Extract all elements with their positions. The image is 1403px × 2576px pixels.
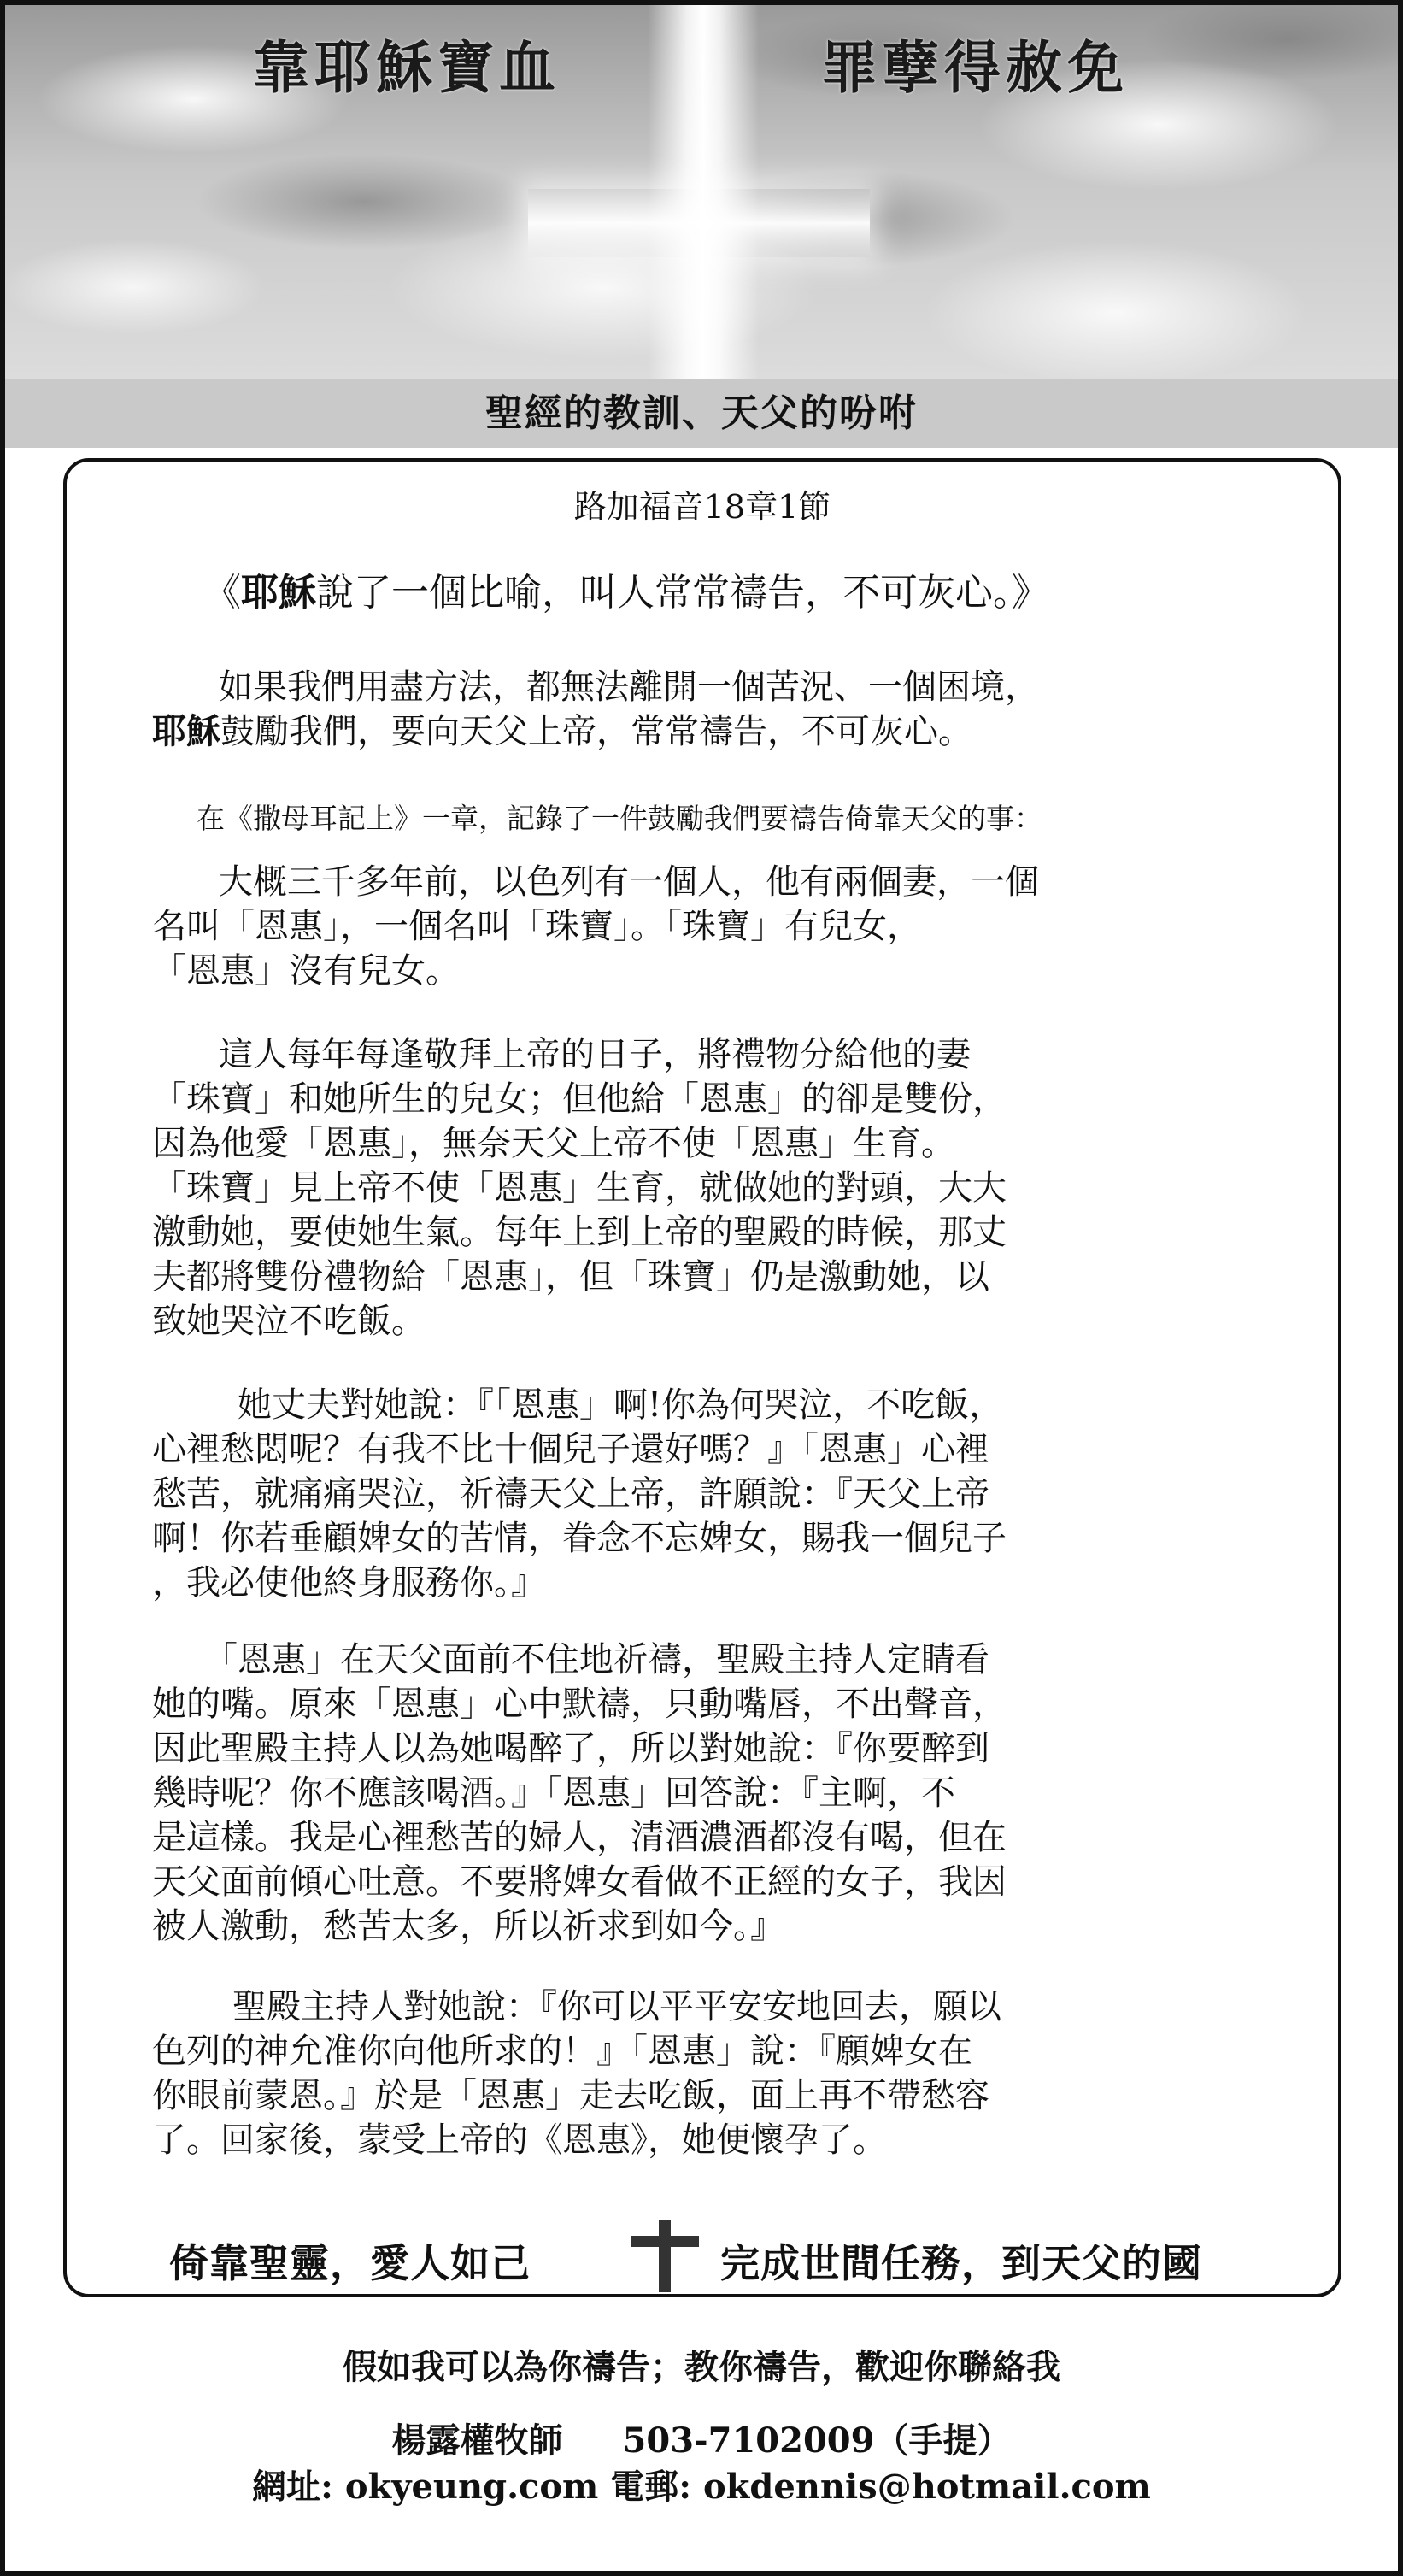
pastor-name: 楊露權牧師 bbox=[391, 2420, 563, 2461]
motto-left: 倚靠聖靈，愛人如己 bbox=[169, 2240, 531, 2286]
paragraph-line: 她的嘴。原來「恩惠」心中默禱，只動嘴唇，不出聲音， bbox=[152, 1685, 1007, 1724]
banner-title-left: 靠耶穌寶血 bbox=[253, 34, 561, 101]
paragraph-line: 激動她，要使她生氣。每年上到上帝的聖殿的時候，那丈 bbox=[152, 1213, 1007, 1252]
closing-motto bbox=[67, 2220, 1338, 2289]
paragraph-line: 啊！你若垂顧婢女的苦情，眷念不忘婢女，賜我一個兒子 bbox=[152, 1519, 1007, 1558]
paragraph-line: 如果我們用盡方法，都無法離開一個苦況、一個困境， bbox=[219, 668, 1039, 707]
paragraph-line: 心裡愁悶呢？有我不比十個兒子還好嗎？』「恩惠」心裡 bbox=[152, 1430, 989, 1469]
paragraph-line: 這人每年每逢敬拜上帝的日子，將禮物分給他的妻 bbox=[219, 1035, 971, 1074]
contact-invite: 假如我可以為你禱告；教你禱告，歡迎你聯絡我 bbox=[343, 2347, 1060, 2387]
paragraph-line: 聖殿主持人對她說：『你可以平平安安地回去，願以 bbox=[232, 1987, 1001, 2026]
key-verse bbox=[203, 571, 1391, 615]
paragraph-line: 色列的神允准你向他所求的！』「恩惠」說：『願婢女在 bbox=[152, 2032, 972, 2071]
paragraph-3 bbox=[152, 860, 1340, 993]
banner-title-right: 罪孽得赦免 bbox=[821, 34, 1129, 101]
cross-icon bbox=[631, 2220, 699, 2292]
paragraph-line: 你眼前蒙恩。』於是「恩惠」走去吃飯，面上再不帶愁容 bbox=[152, 2076, 989, 2115]
web-label: 網址: bbox=[252, 2467, 333, 2507]
paragraph-line: 是這樣。我是心裡愁苦的婦人，清酒濃酒都沒有喝，但在 bbox=[152, 1818, 1007, 1857]
paragraph-line: 因此聖殿主持人以為她喝醉了，所以對她說：『你要醉到 bbox=[152, 1729, 989, 1768]
content-box bbox=[63, 458, 1341, 2297]
quote-open: 《 bbox=[203, 571, 241, 615]
paragraph-5 bbox=[152, 1383, 1340, 1605]
email-link[interactable]: okdennis@hotmail.com bbox=[703, 2467, 1151, 2507]
email-label: 電郵: bbox=[610, 2467, 692, 2507]
contact-pastor-line bbox=[5, 2414, 1398, 2462]
paragraph-line: 幾時呢？你不應該喝酒。』「恩惠」回答說：『主啊，不 bbox=[152, 1773, 955, 1813]
quote-name: 耶穌 bbox=[241, 571, 316, 615]
paragraph-line: 被人激動，愁苦太多，所以祈求到如今。』 bbox=[152, 1907, 784, 1946]
contact-web-line bbox=[5, 2460, 1398, 2508]
header-banner bbox=[5, 5, 1398, 379]
paragraph-line: 天父面前傾心吐意。不要將婢女看做不正經的女子，我因 bbox=[152, 1862, 1007, 1902]
paragraph-line: 她丈夫對她說：『「恩惠」啊!你為何哭泣，不吃飯， bbox=[238, 1385, 1004, 1425]
paragraph-1 bbox=[152, 665, 1340, 754]
motto-right: 完成世間任務，到天父的國 bbox=[720, 2240, 1202, 2286]
paragraph-line: 了。回家後，蒙受上帝的《恩惠》，她便懷孕了。 bbox=[152, 2120, 887, 2160]
paragraph-line: 愁苦，就痛痛哭泣，祈禱天父上帝，許願說：『天父上帝 bbox=[152, 1474, 989, 1514]
quote-text: 說了一個比喻，叫人常常禱告，不可灰心。》 bbox=[316, 571, 1049, 615]
subtitle-bar: 聖經的教訓、天父的吩咐 bbox=[5, 379, 1398, 448]
paragraph-line: 「珠寶」和她所生的兒女；但他給「恩惠」的卻是雙份， bbox=[152, 1079, 1007, 1119]
paragraph-line: 因為他愛「恩惠」，無奈天父上帝不使「恩惠」生育。 bbox=[152, 1124, 955, 1163]
paragraph-line: 致她哭泣不吃飯。 bbox=[152, 1302, 426, 1341]
chapter-reference: 路加福音18章1節 bbox=[573, 488, 831, 526]
paragraph-line: 名叫「恩惠」，一個名叫「珠寶」。「珠寶」有兒女， bbox=[152, 907, 921, 946]
website-link[interactable]: okyeung.com bbox=[344, 2467, 599, 2507]
paragraph-6 bbox=[152, 1638, 1340, 1949]
paragraph-line: 「恩惠」在天父面前不住地祈禱，聖殿主持人定睛看 bbox=[203, 1640, 989, 1679]
paragraph-2 bbox=[197, 797, 1384, 841]
paragraph-4 bbox=[152, 1032, 1340, 1344]
paragraph-line: 「恩惠」沒有兒女。 bbox=[152, 951, 460, 991]
paragraph-name: 耶穌 bbox=[152, 711, 220, 751]
paragraph-line: 大概三千多年前，以色列有一個人，他有兩個妻，一個 bbox=[219, 862, 1039, 902]
glowing-cross-beam bbox=[528, 189, 870, 257]
paragraph-line: ，我必使他終身服務你。』 bbox=[152, 1563, 545, 1603]
paragraph-line: 在《撒母耳記上》一章，記錄了一件鼓勵我們要禱告倚靠天父的事： bbox=[197, 802, 1042, 835]
paragraph-line: 「珠寶」見上帝不使「恩惠」生育，就做她的對頭，大大 bbox=[152, 1168, 1007, 1208]
paragraph-line: 鼓勵我們，要向天父上帝，常常禱告，不可灰心。 bbox=[220, 712, 972, 751]
paragraph-7 bbox=[152, 1985, 1340, 2162]
paragraph-line: 夫都將雙份禮物給「恩惠」，但「珠寶」仍是激動她，以 bbox=[152, 1257, 989, 1297]
phone-number: 503-7102009（手提） bbox=[622, 2420, 1012, 2461]
